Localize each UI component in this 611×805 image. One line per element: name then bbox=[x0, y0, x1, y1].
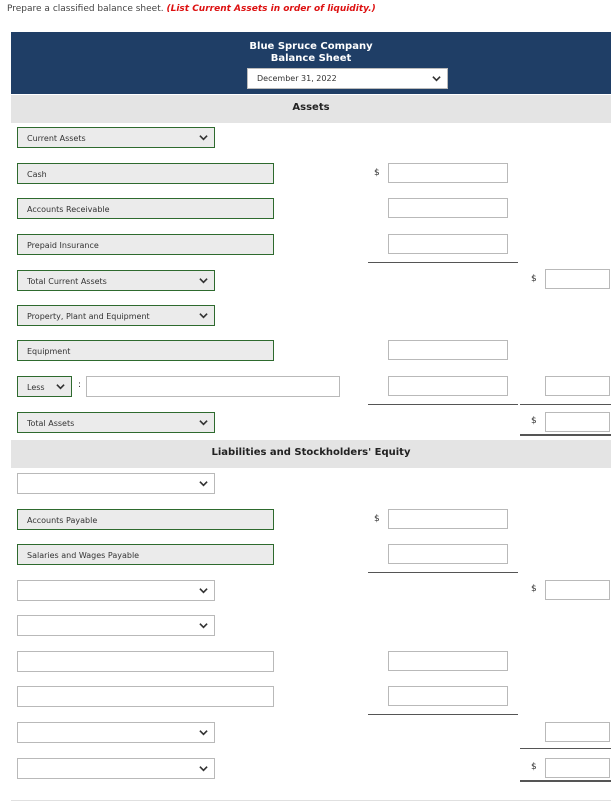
less-amount-input[interactable] bbox=[388, 376, 508, 396]
chevron-down-icon bbox=[199, 586, 208, 595]
equipment-field[interactable] bbox=[17, 340, 274, 361]
liabilities-category-dropdown[interactable] bbox=[17, 473, 215, 494]
chevron-down-icon bbox=[199, 311, 208, 320]
equity-item-input[interactable] bbox=[17, 686, 274, 707]
less-colon: : bbox=[78, 380, 82, 390]
liabilities-total-dropdown[interactable] bbox=[17, 580, 215, 601]
accounts-payable-label: Accounts Payable bbox=[27, 516, 98, 525]
total-double-line bbox=[520, 780, 611, 782]
statement-title: Balance Sheet bbox=[270, 53, 352, 64]
chevron-down-icon bbox=[199, 728, 208, 737]
total-equity-amount-input[interactable] bbox=[545, 722, 610, 742]
dollar-sign: $ bbox=[531, 584, 537, 594]
subtotal-line bbox=[368, 262, 518, 263]
chevron-down-icon bbox=[199, 276, 208, 285]
liabilities-heading: Liabilities and Stockholders' Equity bbox=[211, 447, 411, 458]
subtotal-line bbox=[368, 714, 518, 715]
bottom-divider bbox=[11, 800, 611, 801]
cash-field[interactable] bbox=[17, 163, 274, 184]
cash-label: Cash bbox=[27, 170, 47, 179]
instruction-note: (List Current Assets in order of liquidity.) bbox=[166, 4, 376, 14]
prepaid-insurance-field[interactable] bbox=[17, 234, 274, 255]
accounts-payable-field[interactable] bbox=[17, 509, 274, 530]
subtotal-line bbox=[520, 748, 611, 749]
instruction-text bbox=[7, 4, 376, 14]
total-liabilities-equity-dropdown[interactable] bbox=[17, 758, 215, 779]
accounts-receivable-label: Accounts Receivable bbox=[27, 205, 110, 214]
equity-item-input[interactable] bbox=[17, 651, 274, 672]
total-current-assets-label: Total Current Assets bbox=[27, 277, 107, 286]
ppe-dropdown[interactable] bbox=[17, 305, 215, 326]
equity-item-amount-input[interactable] bbox=[388, 651, 508, 671]
less-label: Less bbox=[27, 383, 45, 392]
total-current-assets-dropdown[interactable] bbox=[17, 270, 215, 291]
chevron-down-icon bbox=[199, 764, 208, 773]
less-dropdown[interactable] bbox=[17, 376, 72, 397]
chevron-down-icon bbox=[432, 74, 441, 83]
subtotal-line bbox=[368, 404, 518, 405]
subtotal-line bbox=[520, 404, 611, 405]
total-double-line bbox=[520, 434, 611, 436]
current-assets-label: Current Assets bbox=[27, 134, 86, 143]
assets-heading: Assets bbox=[292, 102, 330, 113]
total-liabilities-equity-amount-input[interactable] bbox=[545, 758, 610, 778]
accounts-receivable-amount-input[interactable] bbox=[388, 198, 508, 218]
salaries-wages-payable-label: Salaries and Wages Payable bbox=[27, 551, 140, 560]
liabilities-section-header bbox=[11, 440, 611, 468]
prepaid-insurance-amount-input[interactable] bbox=[388, 234, 508, 254]
equipment-label: Equipment bbox=[27, 347, 71, 356]
dollar-sign: $ bbox=[531, 416, 537, 426]
total-assets-label: Total Assets bbox=[27, 419, 75, 428]
chevron-down-icon bbox=[199, 479, 208, 488]
prepaid-insurance-label: Prepaid Insurance bbox=[27, 241, 99, 250]
chevron-down-icon bbox=[199, 133, 208, 142]
total-assets-amount-input[interactable] bbox=[545, 412, 610, 432]
salaries-wages-payable-field[interactable] bbox=[17, 544, 274, 565]
chevron-down-icon bbox=[199, 621, 208, 630]
dollar-sign: $ bbox=[374, 168, 380, 178]
net-ppe-amount-input[interactable] bbox=[545, 376, 610, 396]
dollar-sign: $ bbox=[374, 514, 380, 524]
chevron-down-icon bbox=[199, 418, 208, 427]
equity-item-amount-input[interactable] bbox=[388, 686, 508, 706]
total-liabilities-amount-input[interactable] bbox=[545, 580, 610, 600]
accounts-payable-amount-input[interactable] bbox=[388, 509, 508, 529]
equipment-amount-input[interactable] bbox=[388, 340, 508, 360]
instruction-main: Prepare a classified balance sheet. bbox=[7, 4, 164, 14]
dollar-sign: $ bbox=[531, 274, 537, 284]
dollar-sign: $ bbox=[531, 762, 537, 772]
less-description-input[interactable] bbox=[86, 376, 340, 397]
subtotal-line bbox=[368, 572, 518, 573]
equity-category-dropdown[interactable] bbox=[17, 615, 215, 636]
company-name: Blue Spruce Company bbox=[249, 41, 373, 52]
date-dropdown[interactable] bbox=[247, 68, 448, 89]
total-current-assets-amount-input[interactable] bbox=[545, 269, 610, 289]
total-equity-dropdown[interactable] bbox=[17, 722, 215, 743]
total-assets-dropdown[interactable] bbox=[17, 412, 215, 433]
assets-section-header bbox=[11, 95, 611, 123]
chevron-down-icon bbox=[56, 382, 65, 391]
cash-amount-input[interactable] bbox=[388, 163, 508, 183]
ppe-label: Property, Plant and Equipment bbox=[27, 312, 150, 321]
current-assets-dropdown[interactable] bbox=[17, 127, 215, 148]
date-value: December 31, 2022 bbox=[257, 74, 337, 83]
salaries-wages-payable-amount-input[interactable] bbox=[388, 544, 508, 564]
accounts-receivable-field[interactable] bbox=[17, 198, 274, 219]
